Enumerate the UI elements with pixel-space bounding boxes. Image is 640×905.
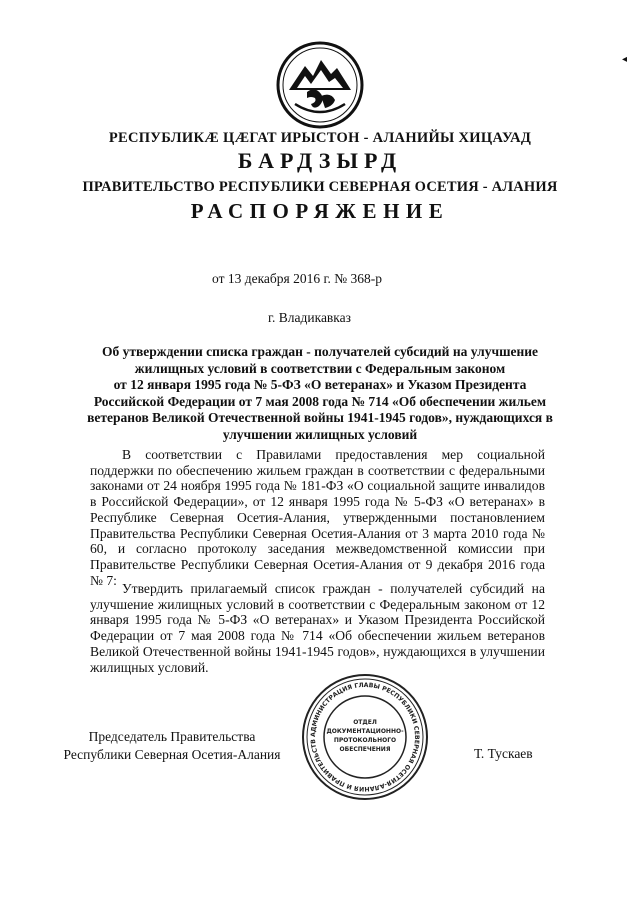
signatory-title-line: Председатель Правительства xyxy=(88,729,256,744)
seal-center-line: ПРОТОКОЛЬНОГО xyxy=(333,737,397,744)
north-ossetia-emblem-icon xyxy=(275,40,365,130)
header-ossetian-title: БАРДЗЫРД xyxy=(237,148,403,173)
subject-line: Об утверждении списка граждан - получателей субсидий на улучшение xyxy=(101,344,539,359)
official-stamp-icon xyxy=(300,672,430,802)
header-russian-line: ПРАВИТЕЛЬСТВО РЕСПУБЛИКИ СЕВЕРНАЯ ОСЕТИЯ - АЛАНИЯ xyxy=(82,179,558,195)
subject-line: улучшении жилищных условий xyxy=(222,426,418,442)
signatory-name: Т. Тускаев xyxy=(474,746,533,761)
subject-line: жилищных условий в соответствии с Федеральным законом xyxy=(134,360,506,376)
document-date: от 13 декабря 2016 г. № 368-р xyxy=(212,271,383,286)
signatory-title-line: Республики Северная Осетия-Алания xyxy=(63,747,281,762)
subject-line: Российской Федерации от 7 мая 2008 года № 714 «Об обеспечении жильем xyxy=(93,393,547,409)
paragraph-text: В соответствии с Правилами предоставления мер социальной поддержки по обеспечению жильем граждан в соответствии с федеральными законами от 24 ноября 1995 года № 181-ФЗ «О социальной защите инвалидов в Российской Федерации», от 12 января 1995 года № 5-ФЗ «О ветеранах» в Республике Северная Осетия-Алания, утвержденными постановлением Правительства Республики Северная Осетия-Алания от 3 марта 2010 года № 60, и согласно протоколу заседания межведомственной комиссии при Правительстве Республики Северная Осетия-Алания от 9 декабря 2016 года № 7: xyxy=(90,447,545,588)
seal-center-line: ОБЕСПЕЧЕНИЯ xyxy=(339,746,391,753)
document-city: г. Владикавказ xyxy=(268,310,351,325)
paragraph-text: Утвердить прилагаемый список граждан - получателей субсидий на улучшение жилищных условий в соответствии с Федеральным законом от 12 января 1995 года № 5-ФЗ «О ветеранах» и Указом Президента Российской Федерации от 7 мая 2008 года № 714 «Об обеспечении жильем ветеранов Великой Отечественной войны 1941-1945 годов», нуждающихся в улучшении жилищных условий. xyxy=(90,581,545,675)
signatory-title xyxy=(62,728,282,764)
subject-line: ветеранов Великой Отечественной войны 1941-1945 годов», нуждающихся в xyxy=(87,410,553,426)
subject-line: от 12 января 1995 года № 5-ФЗ «О ветеранах» и Указом Президента xyxy=(113,377,527,393)
seal-ring-text: АДМИНИСТРАЦИЯ ГЛАВЫ РЕСПУБЛИКИ СЕВЕРНАЯ ОСЕТИЯ-АЛАНИЯ И ПРАВИТЕЛЬСТВ xyxy=(309,681,421,793)
seal-center-line: ДОКУМЕНТАЦИОННО- xyxy=(326,728,404,735)
body-paragraph-2 xyxy=(90,581,545,675)
margin-mark: ◂ xyxy=(622,54,628,65)
document-subject xyxy=(70,344,570,444)
header-russian-title: РАСПОРЯЖЕНИЕ xyxy=(190,199,450,223)
header-ossetian-line: РЕСПУБЛИКÆ ЦÆГАТ ИРЫСТОН - АЛАНИЙЫ ХИЦАУАД xyxy=(108,130,532,146)
body-paragraph-1 xyxy=(90,447,545,588)
seal-center-line: ОТДЕЛ xyxy=(353,719,377,726)
